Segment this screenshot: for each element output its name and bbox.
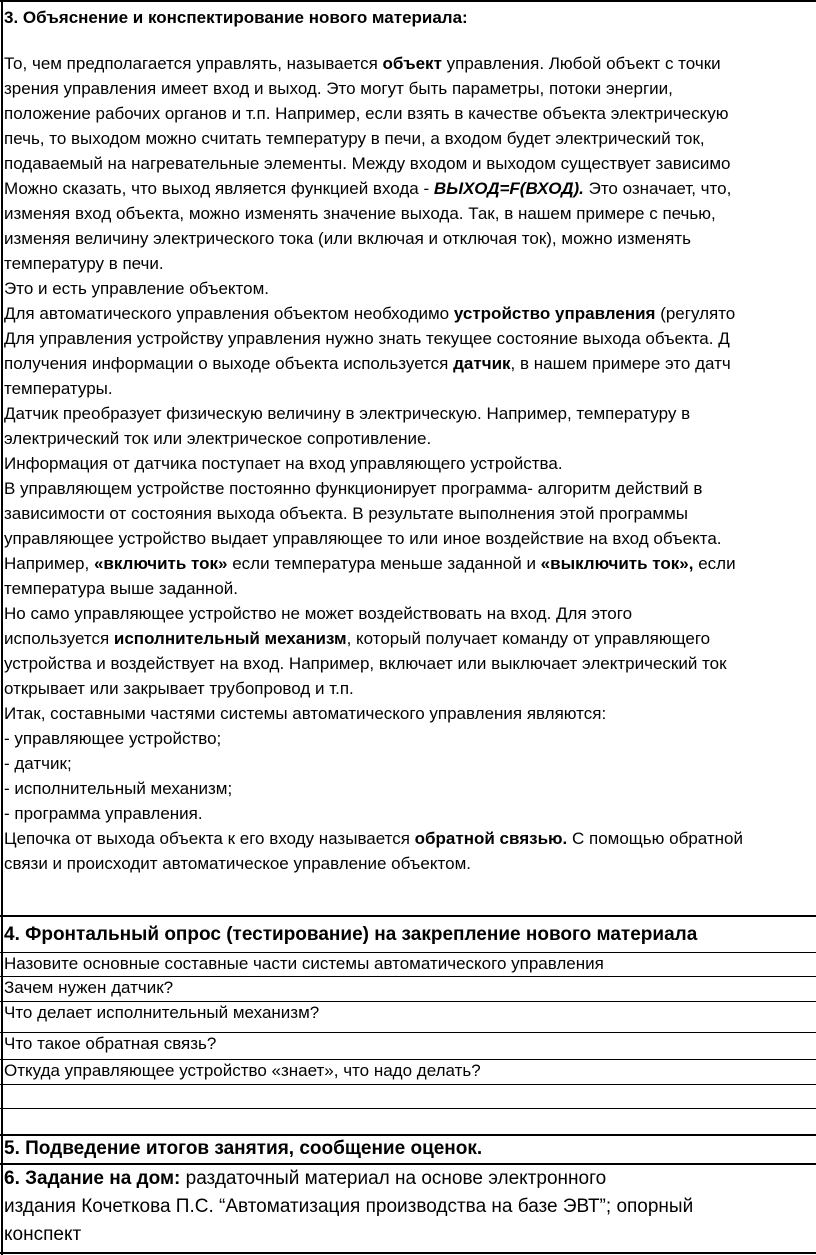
text-run: положение рабочих органов и т.п. Например, если взять в качестве объекта электрическую — [4, 104, 729, 123]
section3-line — [4, 426, 816, 451]
text-run: Это и есть управление объектом. — [4, 279, 270, 298]
top-border — [0, 0, 816, 2]
text-run: изменяя величину электрического тока (или включая и отключая ток), можно изменять — [4, 229, 691, 248]
text-run: если температура меньше заданной и — [227, 554, 541, 573]
text-run: С помощью обратной — [567, 829, 743, 848]
text-run: температура выше заданной. — [4, 579, 238, 598]
section3-line — [4, 251, 816, 276]
section3-line — [4, 601, 816, 626]
section3-line — [4, 851, 816, 876]
text-run: печь, то выходом можно считать температуру в печи, а входом будет электрический ток, — [4, 129, 705, 148]
section3-line — [4, 351, 816, 376]
section3-line — [4, 726, 816, 751]
section3-line — [4, 751, 816, 776]
homework-line-2: издания Кочеткова П.С. “Автоматизация производства на базе ЭВТ”; опорный — [4, 1196, 694, 1217]
text-run: Для управления устройству управления нужно знать текущее состояние выхода объекта. Д — [4, 329, 730, 348]
text-run: подаваемый на нагревательные элементы. Между входом и выходом существует зависимо — [4, 154, 731, 173]
text-run: Например, — [4, 554, 94, 573]
section3-line — [4, 101, 816, 126]
question-4: Что такое обратная связь? — [4, 1034, 217, 1053]
section3-line — [4, 226, 816, 251]
section4-title: 4. Фронтальный опрос (тестирование) на закрепление нового материала — [4, 924, 698, 945]
text-run: используется — [4, 629, 114, 648]
homework-line-3: конспект — [4, 1224, 82, 1245]
section3-line — [4, 401, 816, 426]
section3-line — [4, 776, 816, 801]
section3-line — [4, 376, 816, 401]
section6-divider — [0, 1163, 816, 1165]
text-run: открывает или закрывает трубопровод и т.п. — [4, 679, 354, 698]
text-run: То, чем предполагается управлять, называется — [4, 54, 383, 73]
q-rule-5 — [0, 1084, 816, 1085]
text-run: температуры. — [4, 379, 113, 398]
section3-line — [4, 501, 816, 526]
section3-line — [4, 301, 816, 326]
emphasized-term: «включить ток» — [93, 554, 228, 573]
text-run: устройства и воздействует на вход. Например, включает или выключает электрический ток — [4, 654, 727, 673]
text-run: Информация от датчика поступает на вход управляющего устройства. — [4, 454, 563, 473]
section3-line — [4, 676, 816, 701]
left-border — [1, 0, 3, 1255]
q-rule-6 — [0, 1108, 816, 1109]
question-2: Зачем нужен датчик? — [4, 978, 174, 997]
text-run: если — [693, 554, 736, 573]
section3-line — [4, 626, 816, 651]
text-run: изменяя вход объекта, можно изменять значение выхода. Так, в нашем примере с печью, — [4, 204, 716, 223]
text-run: - управляющее устройство; — [4, 729, 222, 748]
text-run: Можно сказать, что выход является функцией входа - — [4, 179, 434, 198]
section3-line — [4, 826, 816, 851]
section3-line — [4, 276, 816, 301]
section4-divider — [0, 915, 816, 917]
text-run: зрения управления имеет вход и выход. Это могут быть параметры, потоки энергии, — [4, 79, 673, 98]
homework-title: 6. Задание на дом: — [4, 1168, 181, 1189]
section3-line — [4, 326, 816, 351]
section3-line — [4, 76, 816, 101]
text-run: Цепочка от выхода объекта к его входу называется — [4, 829, 415, 848]
section3-line — [4, 176, 816, 201]
text-run: Для автоматического управления объектом необходимо — [4, 304, 454, 323]
emphasized-term: датчик — [453, 354, 511, 373]
text-run: температуру в печи. — [4, 254, 164, 273]
emphasized-term: ВЫХОД=F(ВХОД). — [433, 179, 584, 198]
text-run: зависимости от состояния выхода объекта. В результате выполнения этой программы — [4, 504, 689, 523]
text-run: - программа управления. — [4, 804, 203, 823]
emphasized-term: исполнительный механизм — [113, 629, 347, 648]
text-run: , который получает команду от управляющего — [346, 629, 711, 648]
homework-text-1: раздаточный материал на основе электронного — [180, 1168, 607, 1189]
section3-line — [4, 451, 816, 476]
text-run: электрический ток или электрическое сопротивление. — [4, 429, 432, 448]
section3-line — [4, 51, 816, 76]
emphasized-term: устройство управления — [453, 304, 656, 323]
text-run: , в нашем примере это датч — [510, 354, 731, 373]
section3-line — [4, 701, 816, 726]
emphasized-term: объект — [382, 54, 442, 73]
section3-line — [4, 476, 816, 501]
section3-line — [4, 151, 816, 176]
homework-line-1 — [4, 1166, 606, 1191]
section3-line — [4, 801, 816, 826]
question-1: Назовите основные составные части системы автоматического управления — [4, 954, 604, 973]
text-run: - исполнительный механизм; — [4, 779, 233, 798]
emphasized-term: обратной связью. — [414, 829, 568, 848]
text-run: - датчик; — [4, 754, 72, 773]
text-run: связи и происходит автоматическое управление объектом. — [4, 854, 471, 873]
section3-line — [4, 201, 816, 226]
text-run: управления. Любой объект с точки — [441, 54, 721, 73]
section3-line — [4, 126, 816, 151]
question-5: Откуда управляющее устройство «знает», что надо делать? — [4, 1061, 481, 1080]
section5-title: 5. Подведение итогов занятия, сообщение оценок. — [4, 1138, 483, 1159]
text-run: Датчик преобразует физическую величину в электрическую. Например, температуру в — [4, 404, 691, 423]
text-run: Но само управляющее устройство не может воздействовать на вход. Для этого — [4, 604, 633, 623]
text-run: (регулято — [655, 304, 736, 323]
text-run: управляющее устройство выдает управляющее то или иное воздействие на вход объекта. — [4, 529, 722, 548]
section3-line — [4, 551, 816, 576]
section3-line — [4, 576, 816, 601]
section3-line — [4, 651, 816, 676]
section3-line — [4, 526, 816, 551]
text-run: Это означает, что, — [583, 179, 732, 198]
text-run: Итак, составными частями системы автоматического управления являются: — [4, 704, 607, 723]
text-run: В управляющем устройстве постоянно функционирует программа- алгоритм действий в — [4, 479, 703, 498]
bottom-border — [0, 1252, 816, 1254]
emphasized-term: «выключить ток», — [540, 554, 694, 573]
question-3: Что делает исполнительный механизм? — [4, 1003, 320, 1022]
section3-body — [4, 51, 816, 876]
text-run: получения информации о выходе объекта используется — [4, 354, 454, 373]
section3-title: 3. Объяснение и конспектирование нового материала: — [4, 8, 468, 27]
